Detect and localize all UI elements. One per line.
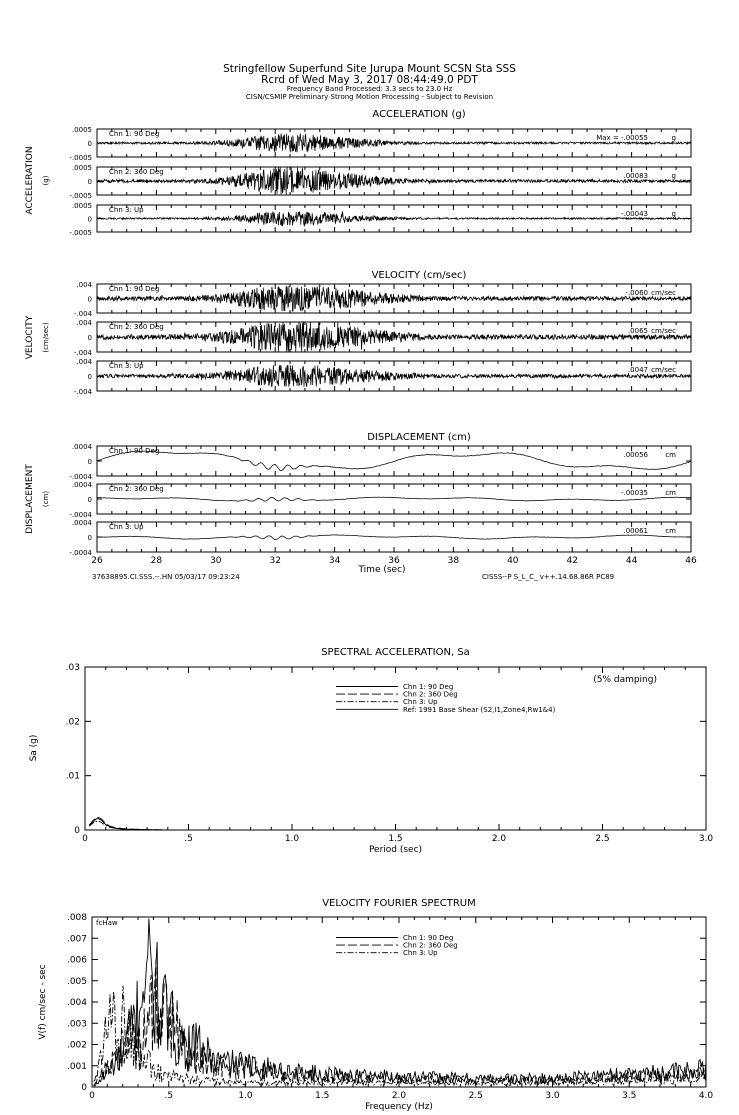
vel-chn1-ytick-label: .004 (76, 281, 92, 289)
sa-xtick-label: 2.0 (491, 834, 507, 844)
fs-legend-entry: Chn 2: 360 Deg (403, 941, 458, 950)
sa-xtick-label: .5 (184, 834, 193, 844)
time-tick-label: 34 (328, 556, 341, 566)
sa-xtick-label: 1.0 (284, 834, 300, 844)
vel-chn2-ytick-label: 0 (87, 334, 92, 342)
sa-ytick-label: .03 (65, 663, 80, 673)
disp-side-label: DISPLACEMENT (25, 464, 35, 534)
vel-chn1-trace (97, 286, 691, 311)
time-tick-label: 28 (150, 556, 163, 566)
accel-chn3-name: Chn 3: Up (109, 206, 144, 214)
sa-title: SPECTRAL ACCELERATION, Sa (321, 647, 470, 658)
footer-right: CISSS--P S_L_C_ v++.14.68.86R PC89 (482, 573, 615, 581)
vel-chn2-unit: cm/sec (651, 327, 676, 335)
sa-series-2 (89, 817, 168, 830)
fs-xtick-label: 2.5 (468, 1091, 483, 1101)
fs-xtick-label: 0 (89, 1091, 95, 1101)
vel-unit-label: (cm/sec) (42, 322, 50, 353)
sa-frame (85, 667, 706, 830)
station-title: Stringfellow Superfund Site Jurupa Mount SCSN Sta SSS (223, 63, 516, 75)
accel-chn2-ytick-label: -.0005 (69, 192, 92, 200)
fs-ytick-label: .002 (66, 1040, 87, 1051)
disp-chn2-peak: -.00035 (620, 489, 648, 497)
vel-chn1-unit: cm/sec (651, 289, 676, 297)
accel-chn3-ytick-label: 0 (87, 215, 92, 224)
sa-series-1 (89, 818, 168, 830)
vel-chn2-peak: .0065 (627, 327, 648, 335)
fs-ytick-label: .005 (66, 976, 87, 987)
disp-chn2-unit: cm (665, 489, 676, 497)
vel-chn2-ytick-label: .004 (76, 319, 92, 327)
fs-ytick-label: 0 (81, 1083, 87, 1093)
sa-legend-entry: Ref: 1991 Base Shear (S2,I1,Zone4,Rw1&4) (403, 705, 556, 714)
accel-chn3-ytick-label: -.0005 (69, 229, 92, 237)
time-tick-label: 26 (91, 556, 103, 566)
sa-xtick-label: 0 (82, 834, 88, 844)
sa-ytick-label: .02 (65, 717, 80, 728)
disp-chn3-ytick-label: 0 (87, 534, 92, 542)
fs-ytick-label: .006 (66, 955, 87, 966)
fs-ytick-label: .003 (66, 1019, 87, 1030)
sa-xtick-label: 3.0 (698, 834, 714, 844)
vel-chn3-ytick-label: .004 (76, 358, 92, 366)
sa-series-3 (89, 821, 168, 830)
sa-legend-entry: Chn 2: 360 Deg (403, 690, 458, 699)
accel-unit-label: (g) (42, 175, 50, 186)
accel-chn1-peak: Max = -.00055 (596, 134, 648, 142)
accel-chn3-trace (97, 211, 691, 225)
disp-chn2-ytick-label: .0004 (71, 481, 92, 489)
disp-chn1-unit: cm (665, 451, 676, 459)
sa-xtick-label: 2.5 (595, 834, 610, 844)
fs-xlabel: Frequency (Hz) (365, 1102, 433, 1112)
accel-chn2-ytick-label: 0 (87, 178, 92, 186)
fs-legend-entry: Chn 1: 90 Deg (403, 934, 454, 942)
disp-chn3-peak: .00061 (623, 527, 648, 535)
sa-legend-entry: Chn 1: 90 Deg (403, 683, 454, 691)
disp-unit-label: (cm) (42, 490, 50, 508)
disp-chn1-ytick-label: -.0004 (69, 473, 92, 481)
disp-chn3-trace (97, 535, 691, 540)
fs-series-3 (94, 986, 706, 1086)
fs-xtick-label: 1.0 (238, 1091, 253, 1101)
fs-ylabel: V(f) cm/sec - sec (38, 964, 48, 1040)
vel-chn3-ytick-label: -.004 (73, 388, 92, 396)
disp-chn2-name: Chn 2: 360 Deg (109, 485, 164, 493)
time-tick-label: 30 (210, 556, 222, 566)
accel-chn1-name: Chn 1: 90 Deg (109, 130, 160, 138)
fs-corner-label: fcHaw (96, 919, 118, 927)
frequency-band: Frequency Band Processed: 3.3 secs to 23.0 Hz (286, 85, 453, 93)
accel-chn1-unit: g (671, 134, 676, 142)
disp-chn3-unit: cm (665, 527, 676, 535)
accel-chn2-name: Chn 2: 360 Deg (109, 168, 164, 176)
fs-xtick-label: 4.0 (698, 1091, 714, 1101)
disp-chn3-name: Chn 3: Up (109, 523, 144, 531)
vel-chn1-peak: -.0060 (625, 289, 648, 297)
disp-chn1-ytick-label: 0 (87, 458, 92, 466)
disp-chn1-peak: .00056 (623, 451, 648, 459)
disp-chn2-ytick-label: -.0004 (69, 511, 92, 519)
vel-chn1-name: Chn 1: 90 Deg (109, 285, 160, 293)
vel-chn2-name: Chn 2: 360 Deg (109, 323, 164, 331)
accel-chn3-peak: -.00043 (620, 210, 648, 218)
disp-chn3-ytick-label: -.0004 (69, 549, 92, 557)
fs-ytick-label: .007 (66, 934, 87, 945)
vel-chn1-ytick-label: 0 (87, 295, 92, 304)
time-tick-label: 36 (388, 556, 400, 566)
footer-left: 37638895.CI.SSS.--.HN 05/03/17 09:23:24 (92, 573, 240, 581)
time-axis-label: Time (sec) (358, 565, 406, 575)
vel-chn3-name: Chn 3: Up (109, 362, 144, 370)
accel-chn3-unit: g (671, 210, 676, 218)
sa-ytick-label: 0 (74, 826, 80, 836)
accel-chn1-ytick-label: .0005 (71, 126, 92, 134)
fs-series-1 (94, 919, 706, 1086)
accel-chn2-unit: g (671, 172, 676, 180)
vel-side-label: VELOCITY (25, 315, 35, 360)
disp-chn2-ytick-label: 0 (87, 496, 92, 504)
disp-chn3-ytick-label: .0004 (71, 519, 92, 527)
time-tick-label: 46 (685, 556, 697, 566)
fs-ytick-label: .008 (66, 913, 87, 923)
sa-legend-entry: Chn 3: Up (403, 698, 438, 707)
fs-legend-entry: Chn 3: Up (403, 949, 438, 958)
accel-side-label: ACCELERATION (25, 146, 35, 215)
disp-chn1-trace (97, 451, 691, 470)
record-time: Rcrd of Wed May 3, 2017 08:44:49.0 PDT (261, 73, 478, 86)
fs-xtick-label: .5 (164, 1091, 174, 1101)
fs-xtick-label: 1.5 (315, 1091, 330, 1101)
disp-title: DISPLACEMENT (cm) (367, 432, 471, 443)
disp-chn2-trace (97, 497, 691, 501)
fs-xtick-label: 3.5 (622, 1091, 637, 1101)
accel-chn3-ytick-label: .0005 (71, 202, 92, 210)
vel-chn2-ytick-label: -.004 (73, 349, 92, 357)
accel-chn1-ytick-label: 0 (87, 140, 92, 148)
time-tick-label: 38 (447, 556, 460, 566)
sa-ylabel: Sa (g) (29, 734, 39, 762)
accel-chn2-ytick-label: .0005 (71, 164, 92, 172)
fs-title: VELOCITY FOURIER SPECTRUM (322, 898, 476, 909)
disp-chn1-name: Chn 1: 90 Deg (109, 447, 160, 455)
accel-chn1-ytick-label: -.0005 (69, 154, 92, 162)
vel-chn3-peak: .0047 (627, 366, 648, 374)
sa-ytick-label: .01 (65, 771, 80, 782)
accel-chn2-peak: .00083 (623, 172, 648, 180)
disp-chn1-ytick-label: .0004 (71, 443, 92, 451)
sa-xtick-label: 1.5 (388, 834, 403, 844)
sa-xlabel: Period (sec) (368, 845, 423, 855)
fs-ytick-label: .001 (66, 1061, 87, 1072)
vel-chn3-unit: cm/sec (651, 366, 676, 374)
sa-damping-note: (5% damping) (593, 675, 657, 685)
time-tick-label: 42 (566, 556, 578, 566)
fs-frame (92, 917, 706, 1087)
fs-ytick-label: .004 (66, 998, 87, 1008)
vel-chn1-ytick-label: -.004 (73, 310, 92, 318)
fs-xtick-label: 3.0 (545, 1091, 560, 1101)
fs-xtick-label: 2.0 (391, 1091, 407, 1101)
time-tick-label: 44 (625, 556, 638, 566)
vel-chn3-ytick-label: 0 (87, 373, 92, 381)
accel-title: ACCELERATION (g) (372, 109, 466, 120)
time-tick-label: 40 (507, 556, 519, 566)
time-tick-label: 32 (269, 556, 281, 566)
processing-note: CISN/CSMIP Preliminary Strong Motion Processing - Subject to Revision (245, 93, 494, 101)
vel-chn3-trace (97, 365, 691, 387)
vel-title: VELOCITY (cm/sec) (371, 270, 467, 281)
